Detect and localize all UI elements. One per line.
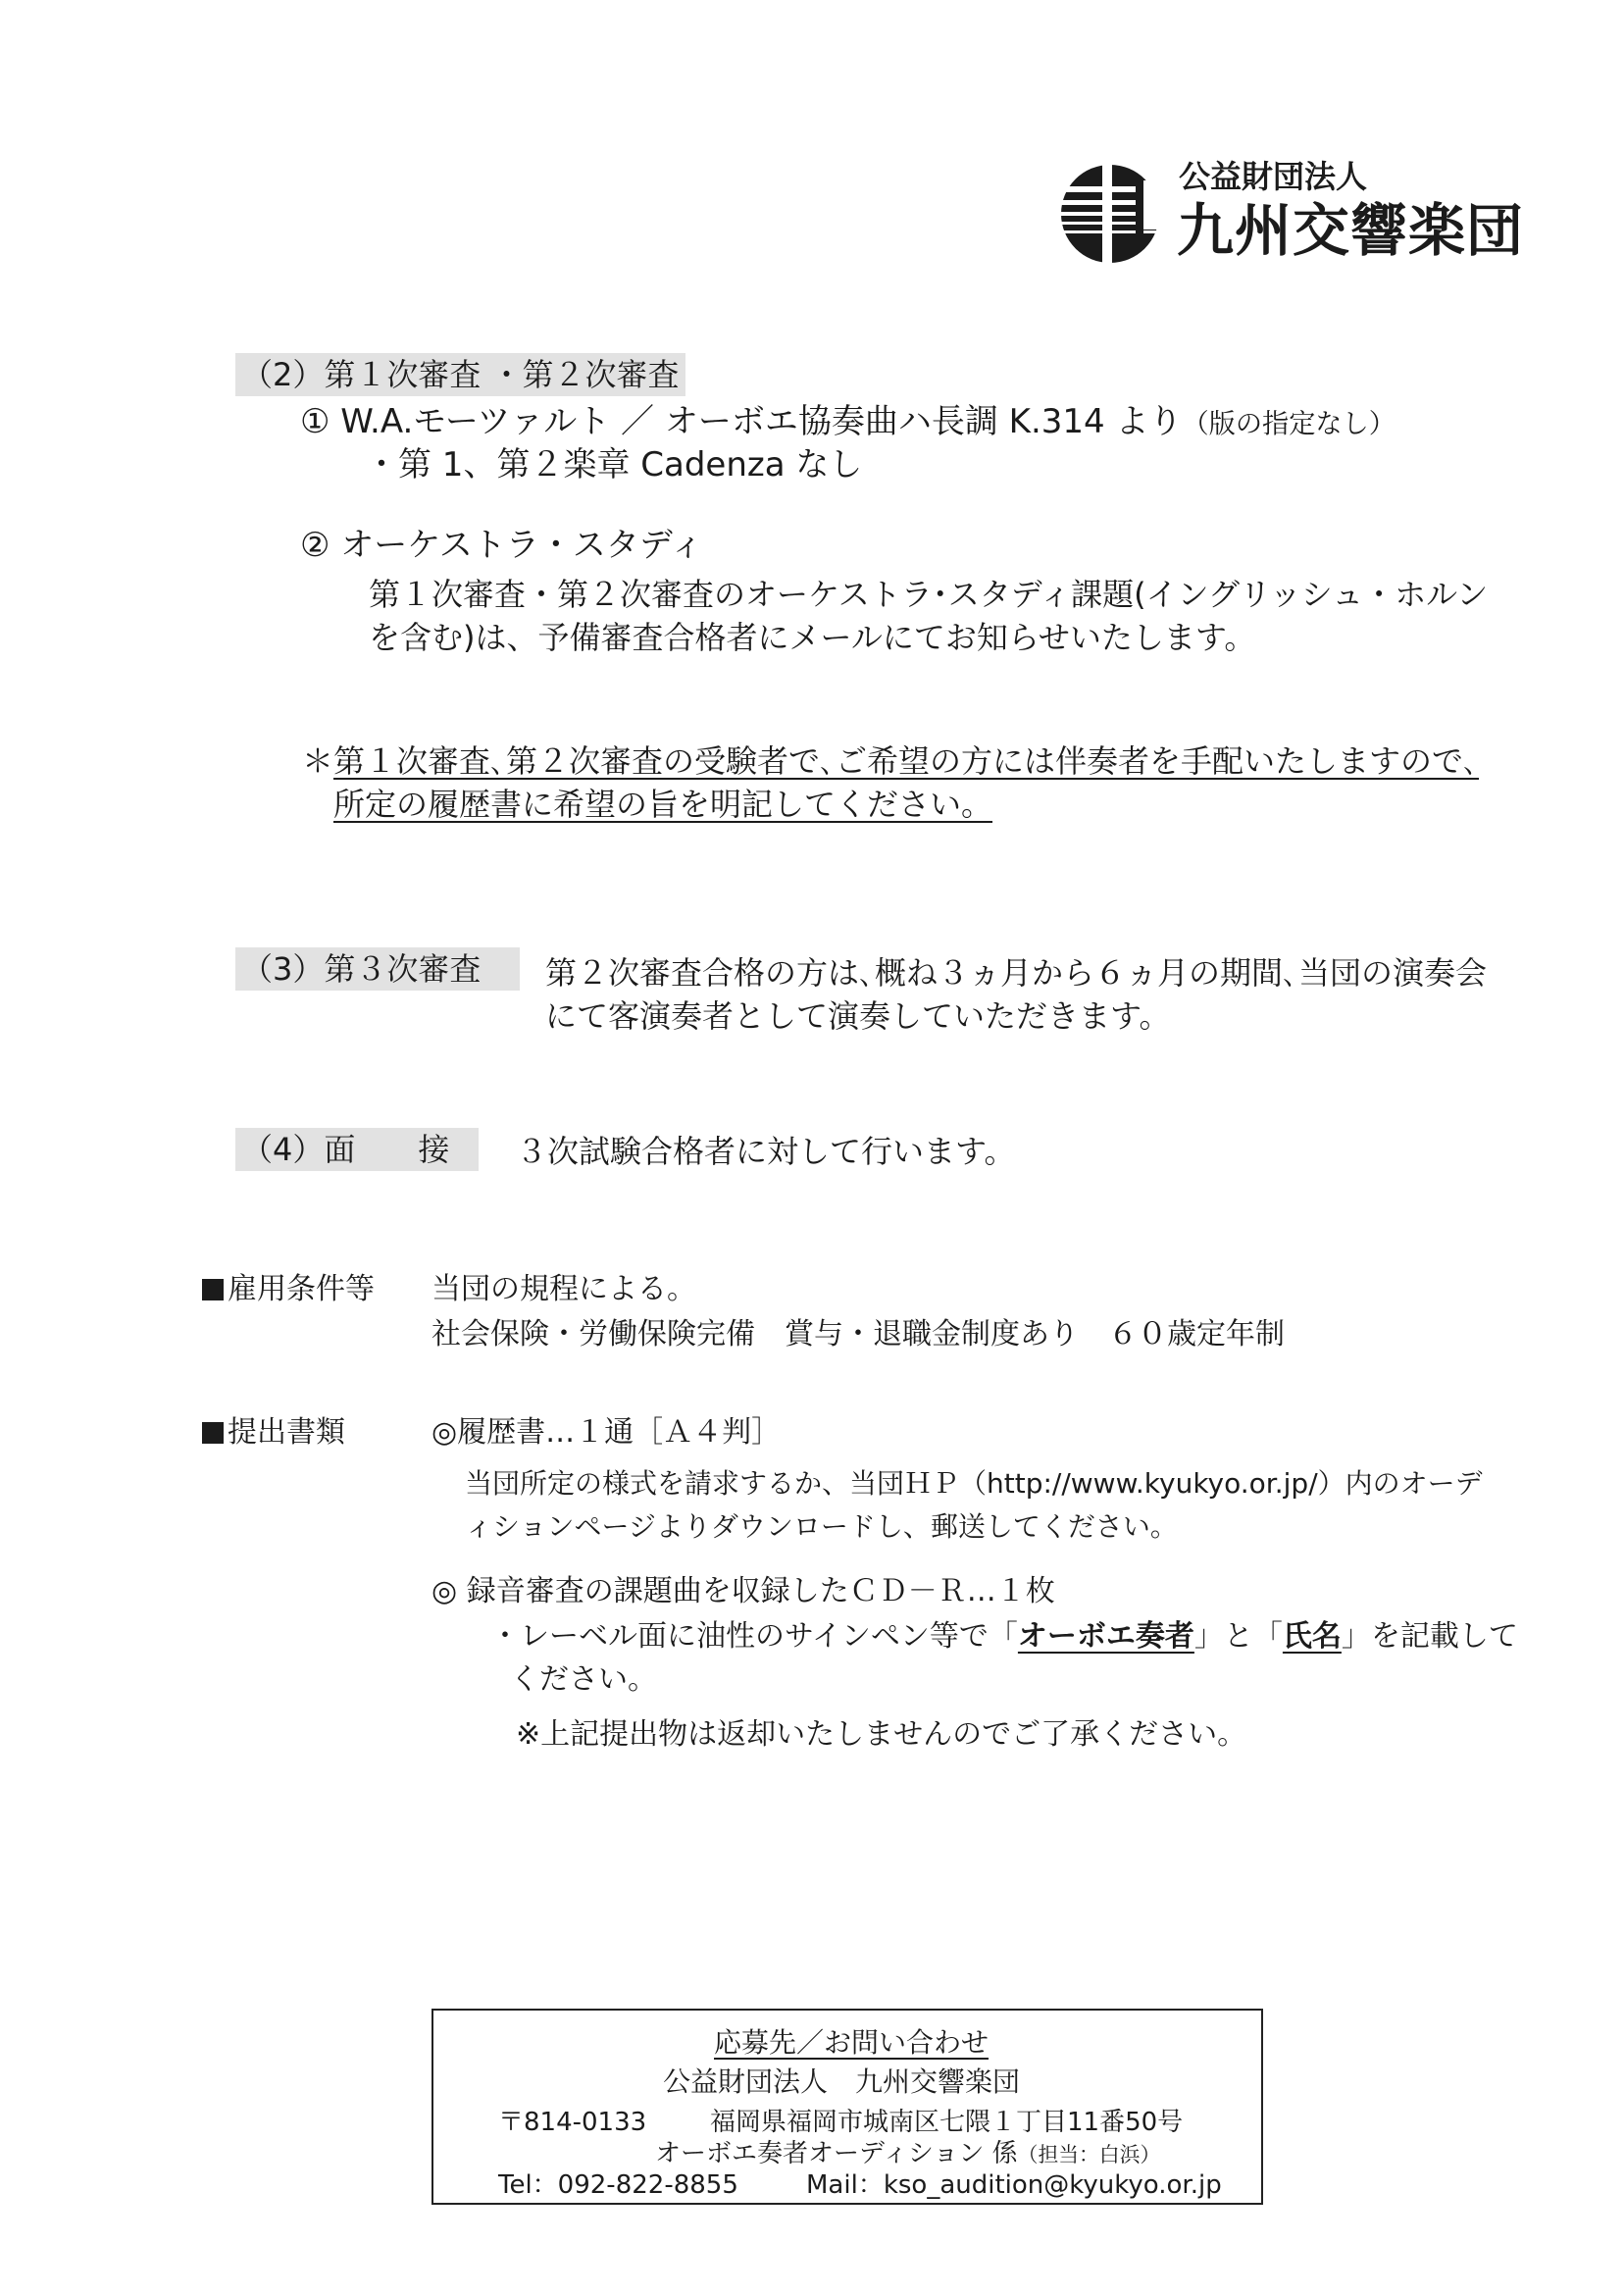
employment-label [202, 1269, 375, 1310]
employment-line-2: 社会保険・労働保険完備 賞与・退職金制度あり ６０歳定年制 [431, 1317, 1285, 1351]
repertoire-item-mozart-label: ① W.A.モーツァルト ／ オーボエ協奏曲ハ長調 K.314 より [300, 402, 1183, 441]
edition-note: （版の指定なし） [1182, 409, 1396, 439]
orchestra-study-line-1: 第１次審査・第２次審査のオーケストラ･スタディ課題(イングリッシュ・ホルン [369, 576, 1489, 613]
resume-title: ◎履歴書…１通［Ａ４判］ [431, 1415, 782, 1450]
square-bullet-icon [202, 1279, 224, 1300]
section-interview-heading: （4）面 接 [235, 1128, 479, 1171]
cd-line-1 [490, 1616, 1518, 1657]
contact-mail[interactable]: Mail：kso_audition@kyukyo.or.jp [806, 2170, 1222, 2200]
round3-line-1: 第２次審査合格の方は､概ね３ヵ月から６ヵ月の期間､当団の演奏会 [545, 954, 1488, 992]
cd-label-name: 氏名 [1282, 1619, 1342, 1654]
contact-organization: 公益財団法人 九州交響楽団 [663, 2065, 1021, 2098]
cd-line-2: ください。 [510, 1662, 657, 1697]
logo-subtitle: 公益財団法人 [1179, 158, 1368, 195]
organization-logo [1057, 157, 1567, 275]
logo-name: 九州交響楽団 [1177, 197, 1525, 264]
orchestra-logo-mark-icon [1057, 161, 1175, 267]
contact-address: 福岡県福岡市城南区七隈１丁目11番50号 [710, 2108, 1184, 2137]
contact-postal-code: 〒814-0133 [498, 2108, 647, 2137]
accompanist-note [302, 739, 1479, 783]
movement-detail: ・第 1、第２楽章 Cadenza なし [365, 445, 863, 484]
accompanist-line-1: 第１次審査､第２次審査の受験者で､ご希望の方には伴奏者を手配いたしますので､ [333, 742, 1480, 780]
documents-label [202, 1412, 345, 1453]
employment-line-1: 当団の規程による。 [431, 1272, 696, 1306]
accompanist-line-2: 所定の履歴書に希望の旨を明記してください。 [333, 786, 993, 823]
documents-label-text: 提出書類 [228, 1415, 345, 1450]
cd-label-oboist: オーボエ奏者 [1017, 1619, 1194, 1654]
cd-title: ◎ 録音審査の課題曲を収録したＣＤ－Ｒ…１枚 [431, 1574, 1055, 1608]
resume-line-2: ィションページよりダウンロードし、郵送してください。 [465, 1510, 1178, 1543]
section-round12-heading: （2）第１次審査 ・第２次審査 [235, 353, 685, 396]
repertoire-item-orchestra-study: ② オーケストラ・スタディ [300, 526, 704, 565]
contact-person: （担当：白浜） [1017, 2143, 1161, 2167]
interview-text: ３次試験合格者に対して行います。 [516, 1133, 1016, 1170]
employment-label-text: 雇用条件等 [228, 1272, 375, 1306]
cd-line-1-text-c: 」と「 [1193, 1619, 1283, 1654]
section-round3-heading: （3）第３次審査 [235, 947, 520, 991]
contact-tel: Tel：092-822-8855 [498, 2170, 738, 2200]
non-return-note: ※上記提出物は返却いたしませんのでご了承ください。 [516, 1717, 1247, 1752]
resume-line-1: 当団所定の様式を請求するか、当団ＨＰ（http://www.kyukyo.or.jp/）内のオーデ [465, 1467, 1483, 1500]
repertoire-item-mozart [300, 400, 1396, 446]
cd-line-1-text-e: 」を記載して [1341, 1619, 1518, 1654]
cd-line-1-text-a: ・レーベル面に油性のサインペン等で「 [490, 1619, 1018, 1654]
orchestra-study-line-2: を含む)は、予備審査合格者にメールにてお知らせいたします。 [369, 619, 1256, 656]
round3-line-2: にて客演奏者として演奏していただきます。 [545, 997, 1171, 1035]
asterisk-mark: ＊ [302, 742, 334, 780]
contact-title: 応募先／お問い合わせ [714, 2026, 990, 2059]
contact-department-text: オーボエ奏者オーディション 係 [655, 2139, 1018, 2168]
square-bullet-icon [202, 1422, 224, 1444]
contact-box [431, 2009, 1263, 2205]
